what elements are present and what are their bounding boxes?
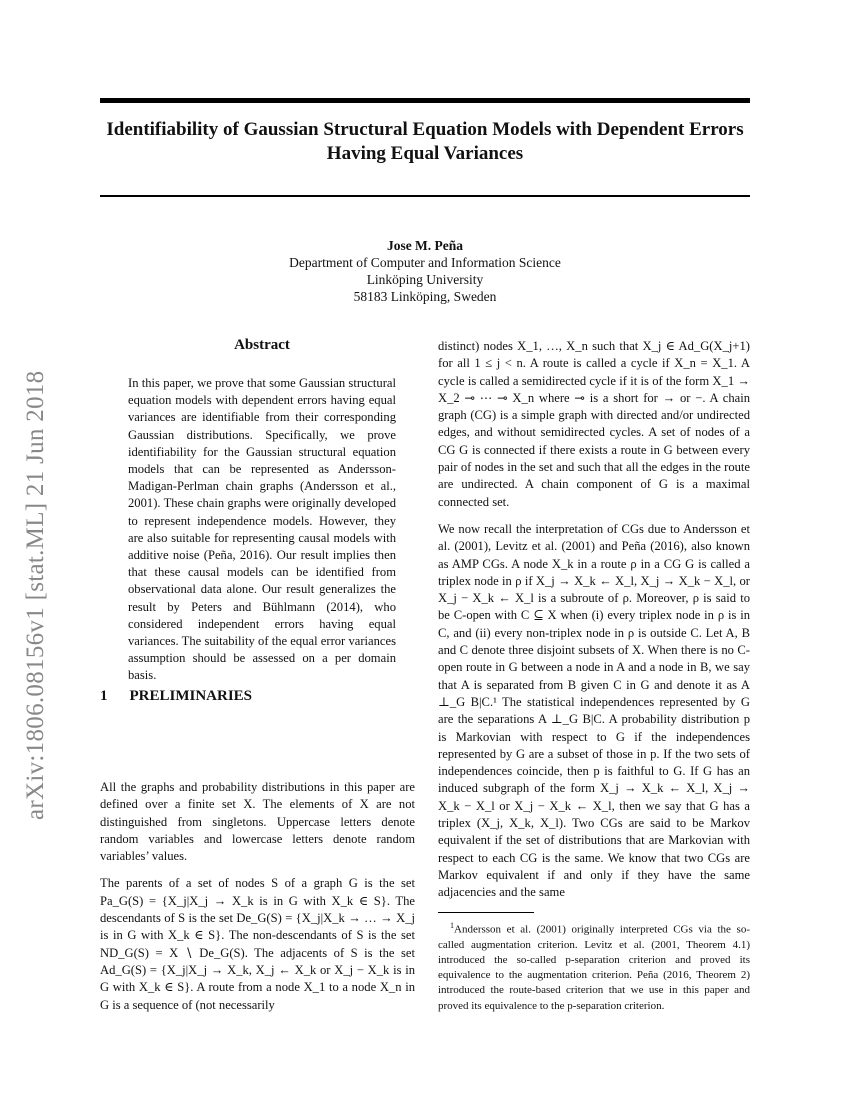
right-column — [438, 338, 750, 912]
arxiv-identifier: arXiv:1806.08156v1 [stat.ML] 21 Jun 2018 — [22, 370, 49, 820]
author-name: Jose M. Peña — [386, 238, 464, 253]
title-rule — [100, 195, 750, 197]
author-university: Linköping University — [366, 272, 484, 287]
paragraph: All the graphs and probability distributions in this paper are defined over a finite set X. The elements of X are not distinguished from singletons. Uppercase letters denote random variables and lowercase letters denote random variables’ values. — [100, 780, 415, 864]
author-block — [100, 237, 750, 305]
paragraph: distinct) nodes X_1, …, X_n such that X_j ∈ Ad_G(X_j+1) for all 1 ≤ j < n. A route is called a cycle if X_n = X_1. A cycle is called a semidirected cycle if it is of the form X_1 → X_2 ⊸ ⋯ ⊸ X_n where ⊸ is a short for → or −. A chain graph (CG) is a simple graph with directed and/or undirected edges, and without semidirected cycles. A set of nodes of a CG G is connected if there exists a route in G between every pair of nodes in the set and such that all the edges in the route are undirected. A chain component of G is a maximal connected set. — [438, 339, 750, 509]
footnote-text: Andersson et al. (2001) originally interpreted CGs via the so-called augmentation criterion. Levitz et al. (2001, Theorem 4.1) introduced the so-called p-separation criterion and proved its equivalence to the augmentation criterion. Peña (2016, Theorem 2) introduced the route-based criterion that we use in this paper and proved its equivalence to the p-separation criterion. — [438, 923, 750, 1012]
footnote-rule — [438, 912, 534, 913]
author-department: Department of Computer and Information Science — [289, 255, 561, 270]
section-title: PRELIMINARIES — [129, 688, 253, 704]
footnote — [438, 918, 750, 1014]
paragraph: The parents of a set of nodes S of a graph G is the set Pa_G(S) = {X_j|X_j → X_k is in G with X_k ∈ S}. The descendants of S is the set De_G(S) = {X_j|X_k → … → X_j is in G with X_k ∈ S}. The non-descendants of S is the set ND_G(S) = X ∖ De_G(S). The adjacents of S is the set Ad_G(S) = {X_j|X_j → X_k, X_j ← X_k or X_j − X_k is in G with X_k ∈ S}. A route from a node X_1 to a node X_n in G is a sequence of (not necessarily — [100, 876, 415, 1012]
left-column — [100, 779, 415, 1024]
paper-title: Identifiability of Gaussian Structural Equation Models with Dependent Errors Having Equal Variances — [106, 119, 744, 164]
paragraph: We now recall the interpretation of CGs due to Andersson et al. (2001), Levitz et al. (2001) and Peña (2016), also known as AMP CGs. A node X_k in a route ρ in a CG G is called a triplex node in ρ if X_j → X_k ← X_l, X_j → X_k − X_l, or X_j − X_k ← X_l is a subroute of ρ. Moreover, ρ is said to be C-open with C ⊆ X when (i) every triplex node in ρ is in C, and (ii) every non-triplex node in ρ is outside C. Let A, B and C denote three disjoint subsets of X. When there is no C-open route in G between a node in A and a node in B, we say that A is separated from B given C in G and denote it as A ⊥_G B|C.¹ The statistical independences represented by G are the separations A ⊥_G B|C. A probability distribution p is Markovian with respect to G if the independences represented by G are a subset of those in p. If the two sets of independences coincide, then p is faithful to G. If G has an induced subgraph of the form X_j → X_k ← X_l, X_j → X_k − X_l or X_j − X_k ← X_l, then we say that G has a triplex (X_j, X_k, X_l). Two CGs are said to be Markov equivalent if the set of distributions that are Markovian with respect to each CG is the same. We know that two CGs are Markov equivalent if and only if they have the same adjacencies and the same — [438, 521, 750, 900]
abstract-text: In this paper, we prove that some Gaussian structural equation models with dependent errors having equal variances are identifiable from their corresponding Gaussian distributions. Specifically, we prove identifiability for the Gaussian structural equation models that can be represented as Andersson-Madigan-Perlman chain graphs (Andersson et al., 2001). These chain graphs were originally developed to represent independence models. However, they are also suitable for representing causal models with additive noise (Peña, 2016). Our result implies then that these causal models can be identified from observational data alone. Our result generalizes the result by Peters and Bühlmann (2014), who considered independent errors having equal variances. The suitability of the equal error variances assumption should be assessed on a per domain basis. — [128, 376, 396, 683]
author-address: 58183 Linköping, Sweden — [353, 289, 497, 304]
footnote-mark: 1 — [450, 921, 454, 930]
section-number: 1 — [100, 688, 108, 704]
section-heading — [100, 688, 252, 705]
top-rule — [100, 98, 750, 103]
abstract-heading: Abstract — [234, 337, 290, 353]
